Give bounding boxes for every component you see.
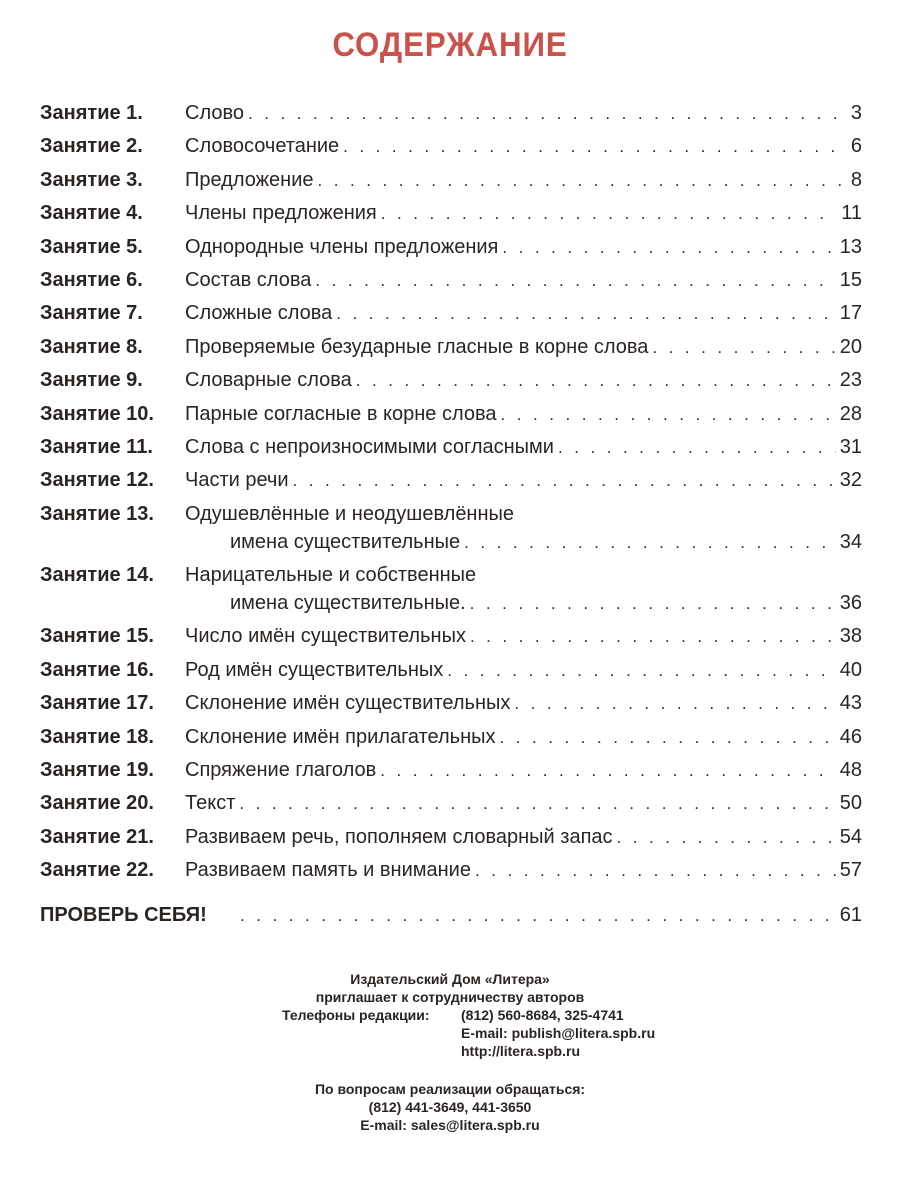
toc-page: 46: [839, 725, 862, 748]
toc-entry-11: [40, 431, 862, 464]
toc-title-line1: Одушевлённые и неодушевлённые: [185, 502, 515, 525]
toc-page: 43: [839, 692, 862, 715]
leader-dots: [500, 721, 836, 754]
toc-entry-5: [40, 231, 862, 264]
leader-dots: [558, 431, 836, 464]
toc-page: 23: [839, 369, 862, 392]
toc-number: Занятие 8.: [40, 335, 143, 358]
toc-page: 61: [839, 903, 862, 926]
toc-number: Занятие 17.: [40, 692, 154, 715]
leader-dots: [447, 654, 836, 687]
toc-title: Склонение имён прилагательных: [185, 725, 496, 748]
toc-page: 57: [839, 859, 862, 882]
toc-number: Занятие 4.: [40, 202, 143, 225]
toc-entry-22: [40, 854, 862, 887]
phones-label: Телефоны редакции:: [282, 1007, 430, 1023]
toc-page: 3: [850, 102, 862, 124]
leader-dots: [652, 331, 835, 364]
toc-number: Занятие 18.: [40, 725, 154, 748]
website-link: http://litera.spb.ru: [461, 1043, 580, 1059]
toc-title: Слово: [185, 102, 244, 124]
toc-entry-check: [40, 899, 862, 932]
toc-title: Слова с непроизносимыми согласными: [185, 435, 554, 458]
sales-phones: (812) 441-3649, 441-3650: [368, 1099, 532, 1115]
toc-page: 50: [839, 792, 862, 815]
toc-page: 28: [839, 402, 862, 425]
toc-entry-3: [40, 164, 862, 197]
toc-title: Род имён существительных: [185, 658, 444, 681]
toc-number: Занятие 3.: [40, 168, 143, 191]
toc-entry-15: [40, 620, 862, 653]
toc-number: Занятие 7.: [40, 302, 143, 325]
toc-title: Развиваем память и внимание: [185, 859, 471, 882]
toc-entry-8: [40, 331, 862, 364]
toc-title: Сложные слова: [185, 302, 333, 325]
toc-entry-18: [40, 721, 862, 754]
toc-title: Парные согласные в корне слова: [185, 402, 497, 425]
leader-dots: [248, 97, 847, 130]
leader-dots: [500, 398, 835, 431]
toc-page: 38: [839, 625, 862, 648]
toc-title: Число имён существительных: [185, 625, 466, 648]
toc-entry-19: [40, 754, 862, 787]
toc-page: 48: [839, 759, 862, 782]
leader-dots: [239, 787, 835, 820]
toc-title: Текст: [185, 792, 236, 815]
leader-dots: [381, 197, 837, 230]
toc-title: Словосочетание: [185, 135, 340, 158]
toc-entry-13: [40, 498, 862, 559]
leader-dots: [475, 854, 836, 887]
toc-page: 54: [839, 825, 862, 848]
leader-dots: [293, 464, 836, 497]
page-title: СОДЕРЖАНИЕ: [332, 26, 568, 64]
leader-dots: [470, 587, 836, 620]
leader-dots: [617, 821, 836, 854]
toc-entry-20: [40, 787, 862, 820]
leader-dots: [318, 164, 847, 197]
toc-number: Занятие 12.: [40, 469, 154, 492]
toc-page: 17: [839, 302, 862, 325]
toc-title-line2: имена существительные.: [230, 592, 466, 615]
toc-entry-6: [40, 264, 862, 297]
toc-number: Занятие 13.: [40, 502, 154, 525]
toc-page: 34: [839, 530, 862, 553]
toc-number: Занятие 20.: [40, 792, 154, 815]
leader-dots: [240, 899, 836, 932]
toc-number: Занятие 11.: [40, 435, 153, 458]
sales-email: E-mail: sales@litera.spb.ru: [360, 1117, 540, 1133]
toc-page: 15: [839, 268, 862, 291]
toc-number: Занятие 16.: [40, 658, 154, 681]
toc-title: Спряжение глаголов: [185, 759, 377, 782]
check-title: ПРОВЕРЬ СЕБЯ!: [40, 903, 207, 926]
leader-dots: [464, 526, 836, 559]
toc-number: Занятие 19.: [40, 759, 154, 782]
toc-entry-9: [40, 364, 862, 397]
editorial-email: E-mail: publish@litera.spb.ru: [461, 1025, 656, 1041]
toc-number: Занятие 5.: [40, 235, 143, 258]
toc-number: Занятие 22.: [40, 859, 154, 882]
toc-number: Занятие 2.: [40, 135, 143, 158]
leader-dots: [336, 297, 835, 330]
toc-title: Предложение: [185, 168, 314, 191]
toc-title: Однородные члены предложения: [185, 235, 499, 258]
toc-entry-1: [40, 97, 862, 130]
toc-title: Части речи: [185, 469, 289, 492]
toc-title: Склонение имён существительных: [185, 692, 511, 715]
leader-dots: [514, 687, 835, 720]
toc-page: 20: [839, 335, 862, 358]
toc-entry-12: [40, 464, 862, 497]
toc-entry-2: [40, 130, 862, 163]
toc-page: 31: [839, 435, 862, 458]
toc-entry-16: [40, 654, 862, 687]
sales-imprint: [0, 1080, 900, 1134]
toc-number: Занятие 9.: [40, 369, 143, 392]
toc-number: Занятие 14.: [40, 564, 154, 587]
toc-title: Словарные слова: [185, 369, 352, 392]
publisher-imprint: [0, 970, 900, 1060]
phones: (812) 560-8684, 325-4741: [461, 1007, 624, 1023]
toc-number: Занятие 6.: [40, 268, 143, 291]
toc-page: 8: [850, 168, 862, 191]
toc-page: 13: [839, 235, 862, 258]
sales-label: По вопросам реализации обращаться:: [314, 1081, 586, 1097]
toc-title: Развиваем речь, пополняем словарный запас: [185, 825, 613, 848]
toc-title: Состав слова: [185, 268, 312, 291]
toc-page: 32: [839, 469, 862, 492]
toc-page: 11: [841, 202, 862, 225]
toc-entry-17: [40, 687, 862, 720]
leader-dots: [470, 620, 836, 653]
toc-title-line2: имена существительные: [230, 530, 461, 553]
toc-page: 40: [839, 658, 862, 681]
toc-title-line1: Нарицательные и собственные: [185, 564, 477, 587]
toc-number: Занятие 21.: [40, 825, 154, 848]
toc-entry-10: [40, 398, 862, 431]
toc-number: Занятие 15.: [40, 625, 154, 648]
toc-entry-14: [40, 559, 862, 620]
leader-dots: [343, 130, 847, 163]
leader-dots: [356, 364, 836, 397]
leader-dots: [502, 231, 835, 264]
publisher-name: Издательский Дом «Литера»: [350, 971, 550, 987]
toc-page: 6: [850, 135, 862, 158]
toc-title: Члены предложения: [185, 202, 377, 225]
leader-dots: [380, 754, 836, 787]
toc-number: Занятие 10.: [40, 402, 154, 425]
leader-dots: [315, 264, 835, 297]
toc-number: Занятие 1.: [40, 102, 143, 124]
toc-title: Проверяемые безударные гласные в корне слова: [185, 335, 649, 358]
table-of-contents: [40, 97, 862, 932]
toc-entry-7: [40, 297, 862, 330]
toc-entry-4: [40, 197, 862, 230]
publisher-invite: приглашает к сотрудничеству авторов: [315, 989, 585, 1005]
toc-page: 36: [839, 592, 862, 615]
toc-entry-21: [40, 821, 862, 854]
